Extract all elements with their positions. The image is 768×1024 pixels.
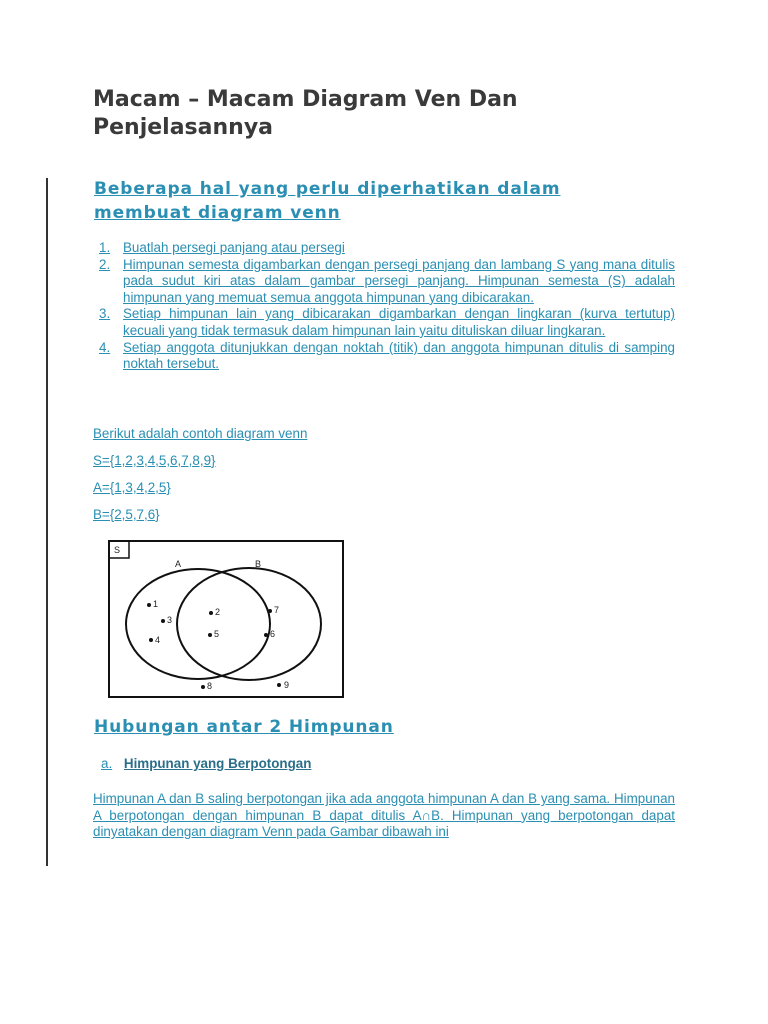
point-dot [268,609,272,613]
point-label: 2 [215,607,221,617]
subsection-letter: a. [101,756,113,771]
example-intro[interactable]: Berikut adalah contoh diagram venn [93,426,308,441]
set-s-definition[interactable]: S={1,2,3,4,5,6,7,8,9} [93,453,216,468]
list-item[interactable] [94,257,675,307]
point-label: 1 [153,599,159,609]
left-border-rule [46,178,48,866]
page-title: Macam – Macam Diagram Ven Dan Penjelasannya [93,87,518,140]
point-dot [149,638,153,642]
set-b-label: B [255,559,262,569]
section-heading-venn-rules[interactable]: Beberapa hal yang perlu diperhatikan dalam membuat diagram venn [94,179,561,223]
section-heading-relations[interactable]: Hubungan antar 2 Himpunan [94,717,394,737]
point-dot [264,633,268,637]
point-dot [208,633,212,637]
point-label: 6 [270,629,276,639]
point-label: 3 [167,615,173,625]
list-number: 4. [99,339,111,355]
point-dot [201,685,205,689]
intersection-paragraph[interactable]: Himpunan A dan B saling berpotongan jika ada anggota himpunan A dan B yang sama. Himpunan A berpotongan dengan himpunan B dapat ditulis A∩B. Himpunan yang berpotongan dapat dinyatakan dengan diagram Venn pada Gambar dibawah ini [93,791,675,840]
list-number: 3. [99,306,111,322]
point-dot [277,683,281,687]
point-dot [147,603,151,607]
subsection-label: Himpunan yang Berpotongan [123,756,312,771]
universe-label: S [114,545,121,555]
set-b-definition[interactable]: B={2,5,7,6} [93,507,160,522]
list-item[interactable] [94,340,675,373]
point-label: 4 [155,635,161,645]
list-item[interactable] [94,306,675,339]
point-dot [209,611,213,615]
set-a-definition[interactable]: A={1,3,4,2,5} [93,480,171,495]
list-text: Setiap himpunan lain yang dibicarakan digambarkan dengan lingkaran (kurva tertutup) kecuali yang tidak termasuk dalam himpunan lain yaitu dituliskan diluar lingkaran. [123,306,675,338]
list-item[interactable] [94,240,675,257]
list-text: Buatlah persegi panjang atau persegi [123,240,345,255]
list-number: 1. [99,240,111,255]
list-text: Setiap anggota ditunjukkan dengan noktah (titik) dan anggota himpunan ditulis di samping noktah tersebut. [123,339,675,372]
point-dot [161,619,165,623]
universe-rectangle [109,541,343,697]
point-label: 5 [214,629,220,639]
venn-diagram [108,540,346,700]
subsection-heading[interactable] [101,755,311,773]
list-number: 2. [99,256,111,272]
set-a-label: A [175,559,182,569]
list-text: Himpunan semesta digambarkan dengan persegi panjang dan lambang S yang mana ditulis pada sudut kiri atas dalam gambar persegi panjang. Himpunan semesta (S) adalah himpunan yang memuat semua anggota himpunan yang dibicarakan. [123,256,675,305]
point-label: 8 [207,681,213,691]
venn-rules-list [94,240,675,373]
point-label: 7 [274,605,280,615]
point-label: 9 [284,680,290,690]
